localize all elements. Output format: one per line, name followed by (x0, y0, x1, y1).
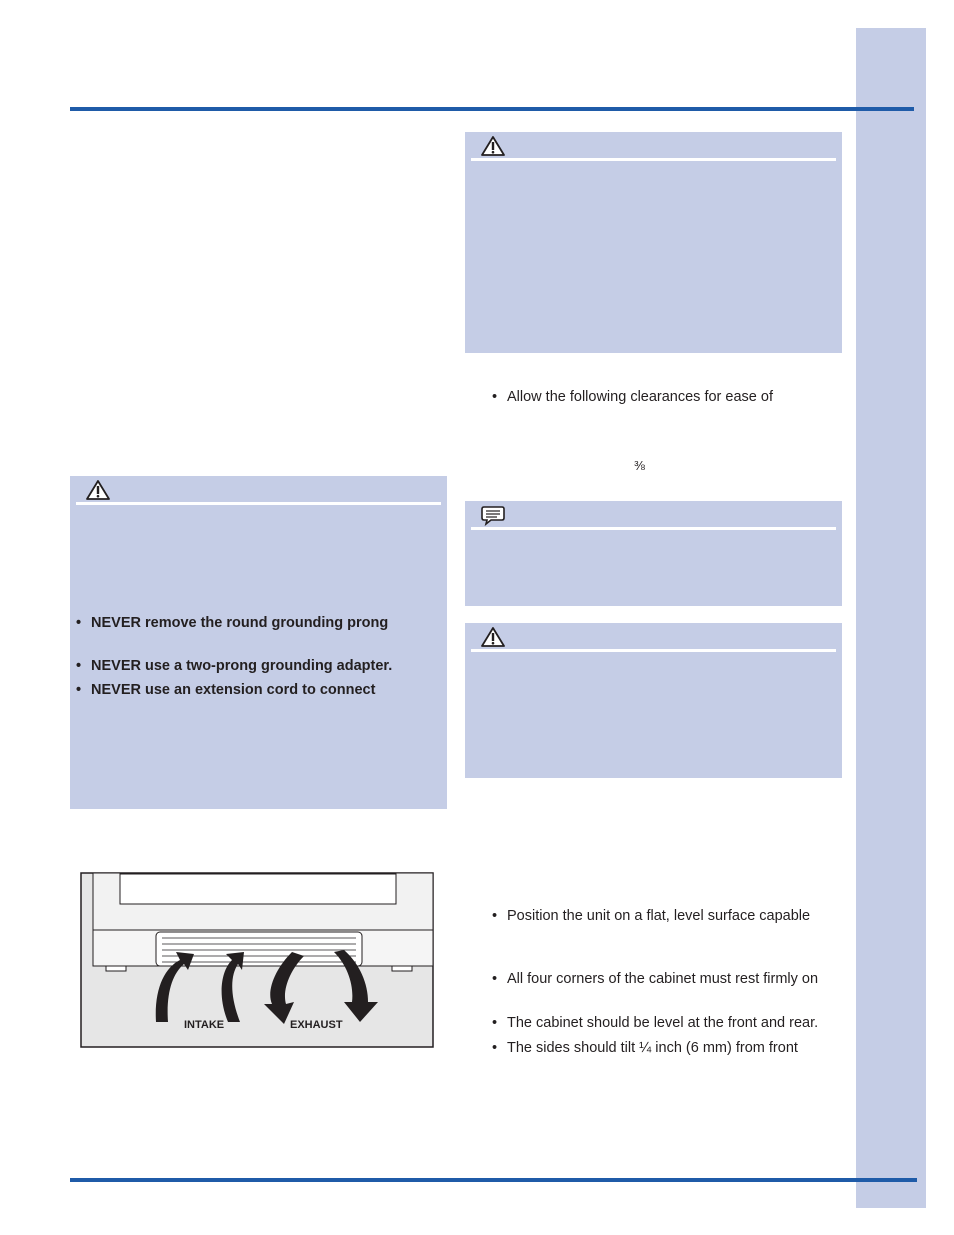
list-item: • NEVER remove the round grounding prong (76, 615, 389, 631)
leveling-bullet: • All four corners of the cabinet must rest firmly on (492, 971, 819, 987)
warning-panel-top (465, 132, 842, 353)
leveling-bullet: • The sides should tilt ¼ inch (6 mm) from front (492, 1040, 798, 1056)
leveling-bullet: • The cabinet should be level at the front and rear. (492, 1015, 819, 1031)
intake-label: INTAKE (184, 1019, 225, 1031)
bottom-rule (70, 1178, 917, 1182)
note-panel (465, 501, 842, 606)
top-rule (70, 107, 914, 111)
list-item: • NEVER use an extension cord to connect (76, 682, 376, 698)
cabinet-foot (392, 966, 412, 971)
warning-panel-bottom (465, 623, 842, 778)
fraction-text: ⅜ (634, 458, 645, 473)
warning-panel-header (471, 132, 836, 161)
warning-triangle-icon (84, 479, 112, 501)
warning-panel-header (76, 476, 441, 505)
leveling-bullet: • Position the unit on a flat, level surface capable (492, 908, 811, 924)
warning-panel-grounding (70, 476, 447, 809)
airflow-figure (80, 872, 434, 1048)
warning-panel-header (471, 623, 836, 652)
warning-triangle-icon (479, 135, 507, 157)
list-item: • NEVER use a two-prong grounding adapter. (76, 658, 393, 674)
exhaust-label: EXHAUST (290, 1019, 343, 1031)
note-speech-bubble-icon (479, 504, 507, 526)
note-panel-header (471, 501, 836, 530)
warning-triangle-icon (479, 626, 507, 648)
cabinet-door (120, 874, 396, 904)
side-tab (856, 28, 926, 1208)
cabinet-foot (106, 966, 126, 971)
clearance-bullet: • Allow the following clearances for ease of (492, 389, 773, 405)
